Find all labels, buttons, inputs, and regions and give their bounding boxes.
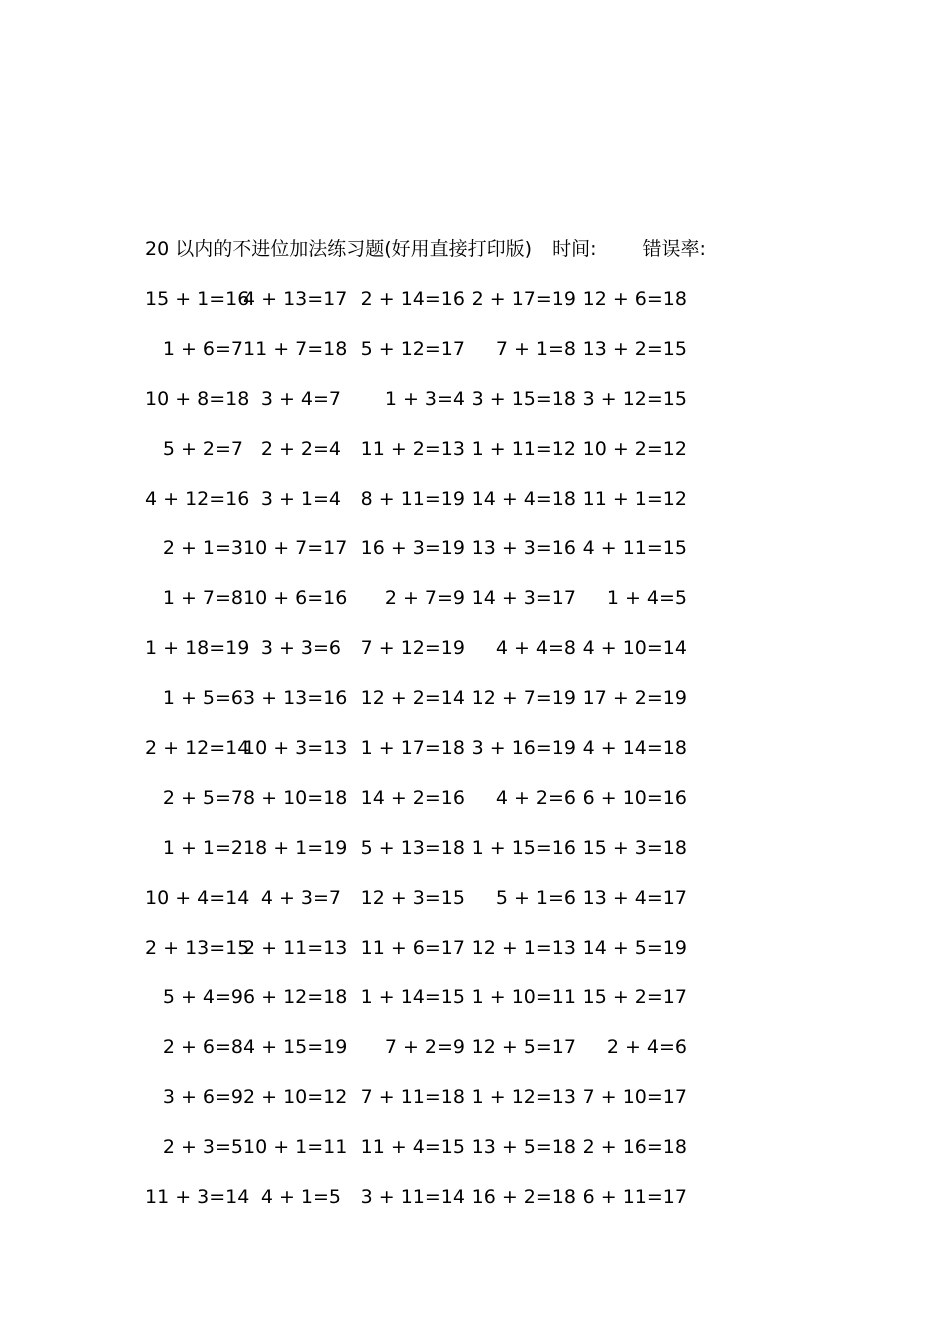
addition-problem: 1 + 1=2 [162, 836, 243, 859]
addition-problem: 13 + 3=16 [471, 537, 576, 560]
addition-problem: 2 + 2=4 [260, 437, 341, 460]
addition-problem: 10 + 4=14 [145, 886, 250, 909]
problem-row [145, 635, 745, 685]
addition-problem: 1 + 17=18 [360, 737, 465, 760]
problem-row [145, 835, 745, 885]
problem-row [145, 286, 745, 336]
addition-problem: 3 + 16=19 [471, 737, 576, 760]
addition-problem: 11 + 7=18 [243, 337, 348, 360]
addition-problem: 2 + 5=7 [162, 786, 243, 809]
addition-problem: 2 + 12=14 [145, 737, 250, 760]
addition-problem: 7 + 12=19 [360, 637, 465, 660]
addition-problem: 7 + 11=18 [360, 1086, 465, 1109]
addition-problem: 4 + 2=6 [495, 786, 576, 809]
problem-row [145, 1084, 745, 1134]
problem-row [145, 336, 745, 386]
addition-problem: 15 + 2=17 [582, 986, 687, 1009]
addition-problem: 11 + 1=12 [582, 487, 687, 510]
addition-problem: 15 + 3=18 [582, 836, 687, 859]
addition-problem: 1 + 12=13 [471, 1086, 576, 1109]
addition-problem: 18 + 1=19 [243, 836, 348, 859]
addition-problem: 10 + 8=18 [145, 387, 250, 410]
addition-problem: 8 + 10=18 [243, 786, 348, 809]
addition-problem: 11 + 2=13 [360, 437, 465, 460]
addition-problem: 10 + 2=12 [582, 437, 687, 460]
addition-problem: 2 + 14=16 [360, 288, 465, 310]
addition-problem: 5 + 13=18 [360, 836, 465, 859]
problem-row [145, 785, 745, 835]
addition-problem: 5 + 1=6 [495, 886, 576, 909]
problem-row [145, 935, 745, 985]
addition-problem: 2 + 7=9 [384, 587, 465, 610]
addition-problem: 14 + 2=16 [360, 786, 465, 809]
worksheet-header [145, 236, 706, 262]
addition-problem: 7 + 1=8 [495, 337, 576, 360]
addition-problem: 16 + 3=19 [360, 537, 465, 560]
addition-problem: 3 + 13=16 [243, 687, 348, 710]
addition-problem: 12 + 5=17 [471, 1036, 576, 1059]
addition-problem: 10 + 6=16 [243, 587, 348, 610]
addition-problem: 3 + 12=15 [582, 387, 687, 410]
addition-problem: 1 + 4=5 [606, 587, 687, 610]
addition-problem: 10 + 7=17 [243, 537, 348, 560]
addition-problem: 3 + 4=7 [260, 387, 341, 410]
problem-row [145, 1184, 745, 1234]
addition-problem: 10 + 3=13 [243, 737, 348, 760]
addition-problem: 1 + 3=4 [384, 387, 465, 410]
addition-problem: 10 + 1=11 [243, 1136, 348, 1159]
problem-row [145, 735, 745, 785]
addition-problem: 3 + 6=9 [162, 1086, 243, 1109]
addition-problem: 2 + 4=6 [606, 1036, 687, 1059]
addition-problem: 13 + 2=15 [582, 337, 687, 360]
addition-problem: 1 + 18=19 [145, 637, 250, 660]
addition-problem: 2 + 6=8 [162, 1036, 243, 1059]
addition-problem: 12 + 7=19 [471, 687, 576, 710]
addition-problem: 4 + 11=15 [582, 537, 687, 560]
addition-problem: 1 + 6=7 [162, 337, 243, 360]
addition-problem: 1 + 5=6 [162, 687, 243, 710]
addition-problem: 11 + 6=17 [360, 936, 465, 959]
problem-row [145, 1134, 745, 1184]
problem-row [145, 535, 745, 585]
addition-problem: 1 + 14=15 [360, 986, 465, 1009]
addition-problem: 15 + 1=16 [145, 288, 250, 310]
problem-row [145, 436, 745, 486]
addition-problem: 6 + 10=16 [582, 786, 687, 809]
addition-problem: 3 + 11=14 [360, 1186, 465, 1209]
addition-problem: 2 + 13=15 [145, 936, 250, 959]
addition-problem: 4 + 10=14 [582, 637, 687, 660]
addition-problem: 17 + 2=19 [582, 687, 687, 710]
addition-problem: 1 + 15=16 [471, 836, 576, 859]
addition-problem: 6 + 11=17 [582, 1186, 687, 1209]
addition-problem: 4 + 13=17 [243, 288, 348, 310]
addition-problem: 2 + 10=12 [243, 1086, 348, 1109]
problem-row [145, 486, 745, 536]
addition-problem: 2 + 1=3 [162, 537, 243, 560]
addition-problem: 12 + 2=14 [360, 687, 465, 710]
worksheet-title: 20 以内的不进位加法练习题(好用直接打印版) [145, 238, 533, 260]
addition-problem: 2 + 16=18 [582, 1136, 687, 1159]
addition-problem: 4 + 3=7 [260, 886, 341, 909]
addition-problem: 5 + 12=17 [360, 337, 465, 360]
problem-row [145, 984, 745, 1034]
addition-problem: 11 + 4=15 [360, 1136, 465, 1159]
addition-problem: 4 + 1=5 [260, 1186, 341, 1209]
problem-row [145, 386, 745, 436]
addition-problem: 3 + 15=18 [471, 387, 576, 410]
addition-problem: 11 + 3=14 [145, 1186, 250, 1209]
addition-problem: 12 + 3=15 [360, 886, 465, 909]
problem-grid [145, 286, 745, 1234]
addition-problem: 3 + 1=4 [260, 487, 341, 510]
addition-problem: 1 + 10=11 [471, 986, 576, 1009]
addition-problem: 7 + 2=9 [384, 1036, 465, 1059]
time-label: 时间: [552, 238, 597, 260]
problem-row [145, 1034, 745, 1084]
error-rate-label: 错误率: [642, 238, 706, 260]
addition-problem: 14 + 4=18 [471, 487, 576, 510]
addition-problem: 2 + 11=13 [243, 936, 348, 959]
addition-problem: 13 + 5=18 [471, 1136, 576, 1159]
addition-problem: 8 + 11=19 [360, 487, 465, 510]
addition-problem: 12 + 6=18 [582, 288, 687, 310]
addition-problem: 12 + 1=13 [471, 936, 576, 959]
addition-problem: 4 + 15=19 [243, 1036, 348, 1059]
addition-problem: 14 + 5=19 [582, 936, 687, 959]
addition-problem: 3 + 3=6 [260, 637, 341, 660]
addition-problem: 14 + 3=17 [471, 587, 576, 610]
addition-problem: 6 + 12=18 [243, 986, 348, 1009]
addition-problem: 13 + 4=17 [582, 886, 687, 909]
addition-problem: 16 + 2=18 [471, 1186, 576, 1209]
problem-row [145, 685, 745, 735]
addition-problem: 5 + 2=7 [162, 437, 243, 460]
addition-problem: 5 + 4=9 [162, 986, 243, 1009]
addition-problem: 2 + 17=19 [471, 288, 576, 310]
problem-row [145, 585, 745, 635]
problem-row [145, 885, 745, 935]
addition-problem: 7 + 10=17 [582, 1086, 687, 1109]
addition-problem: 1 + 11=12 [471, 437, 576, 460]
addition-problem: 2 + 3=5 [162, 1136, 243, 1159]
addition-problem: 1 + 7=8 [162, 587, 243, 610]
addition-problem: 4 + 12=16 [145, 487, 250, 510]
addition-problem: 4 + 4=8 [495, 637, 576, 660]
addition-problem: 4 + 14=18 [582, 737, 687, 760]
